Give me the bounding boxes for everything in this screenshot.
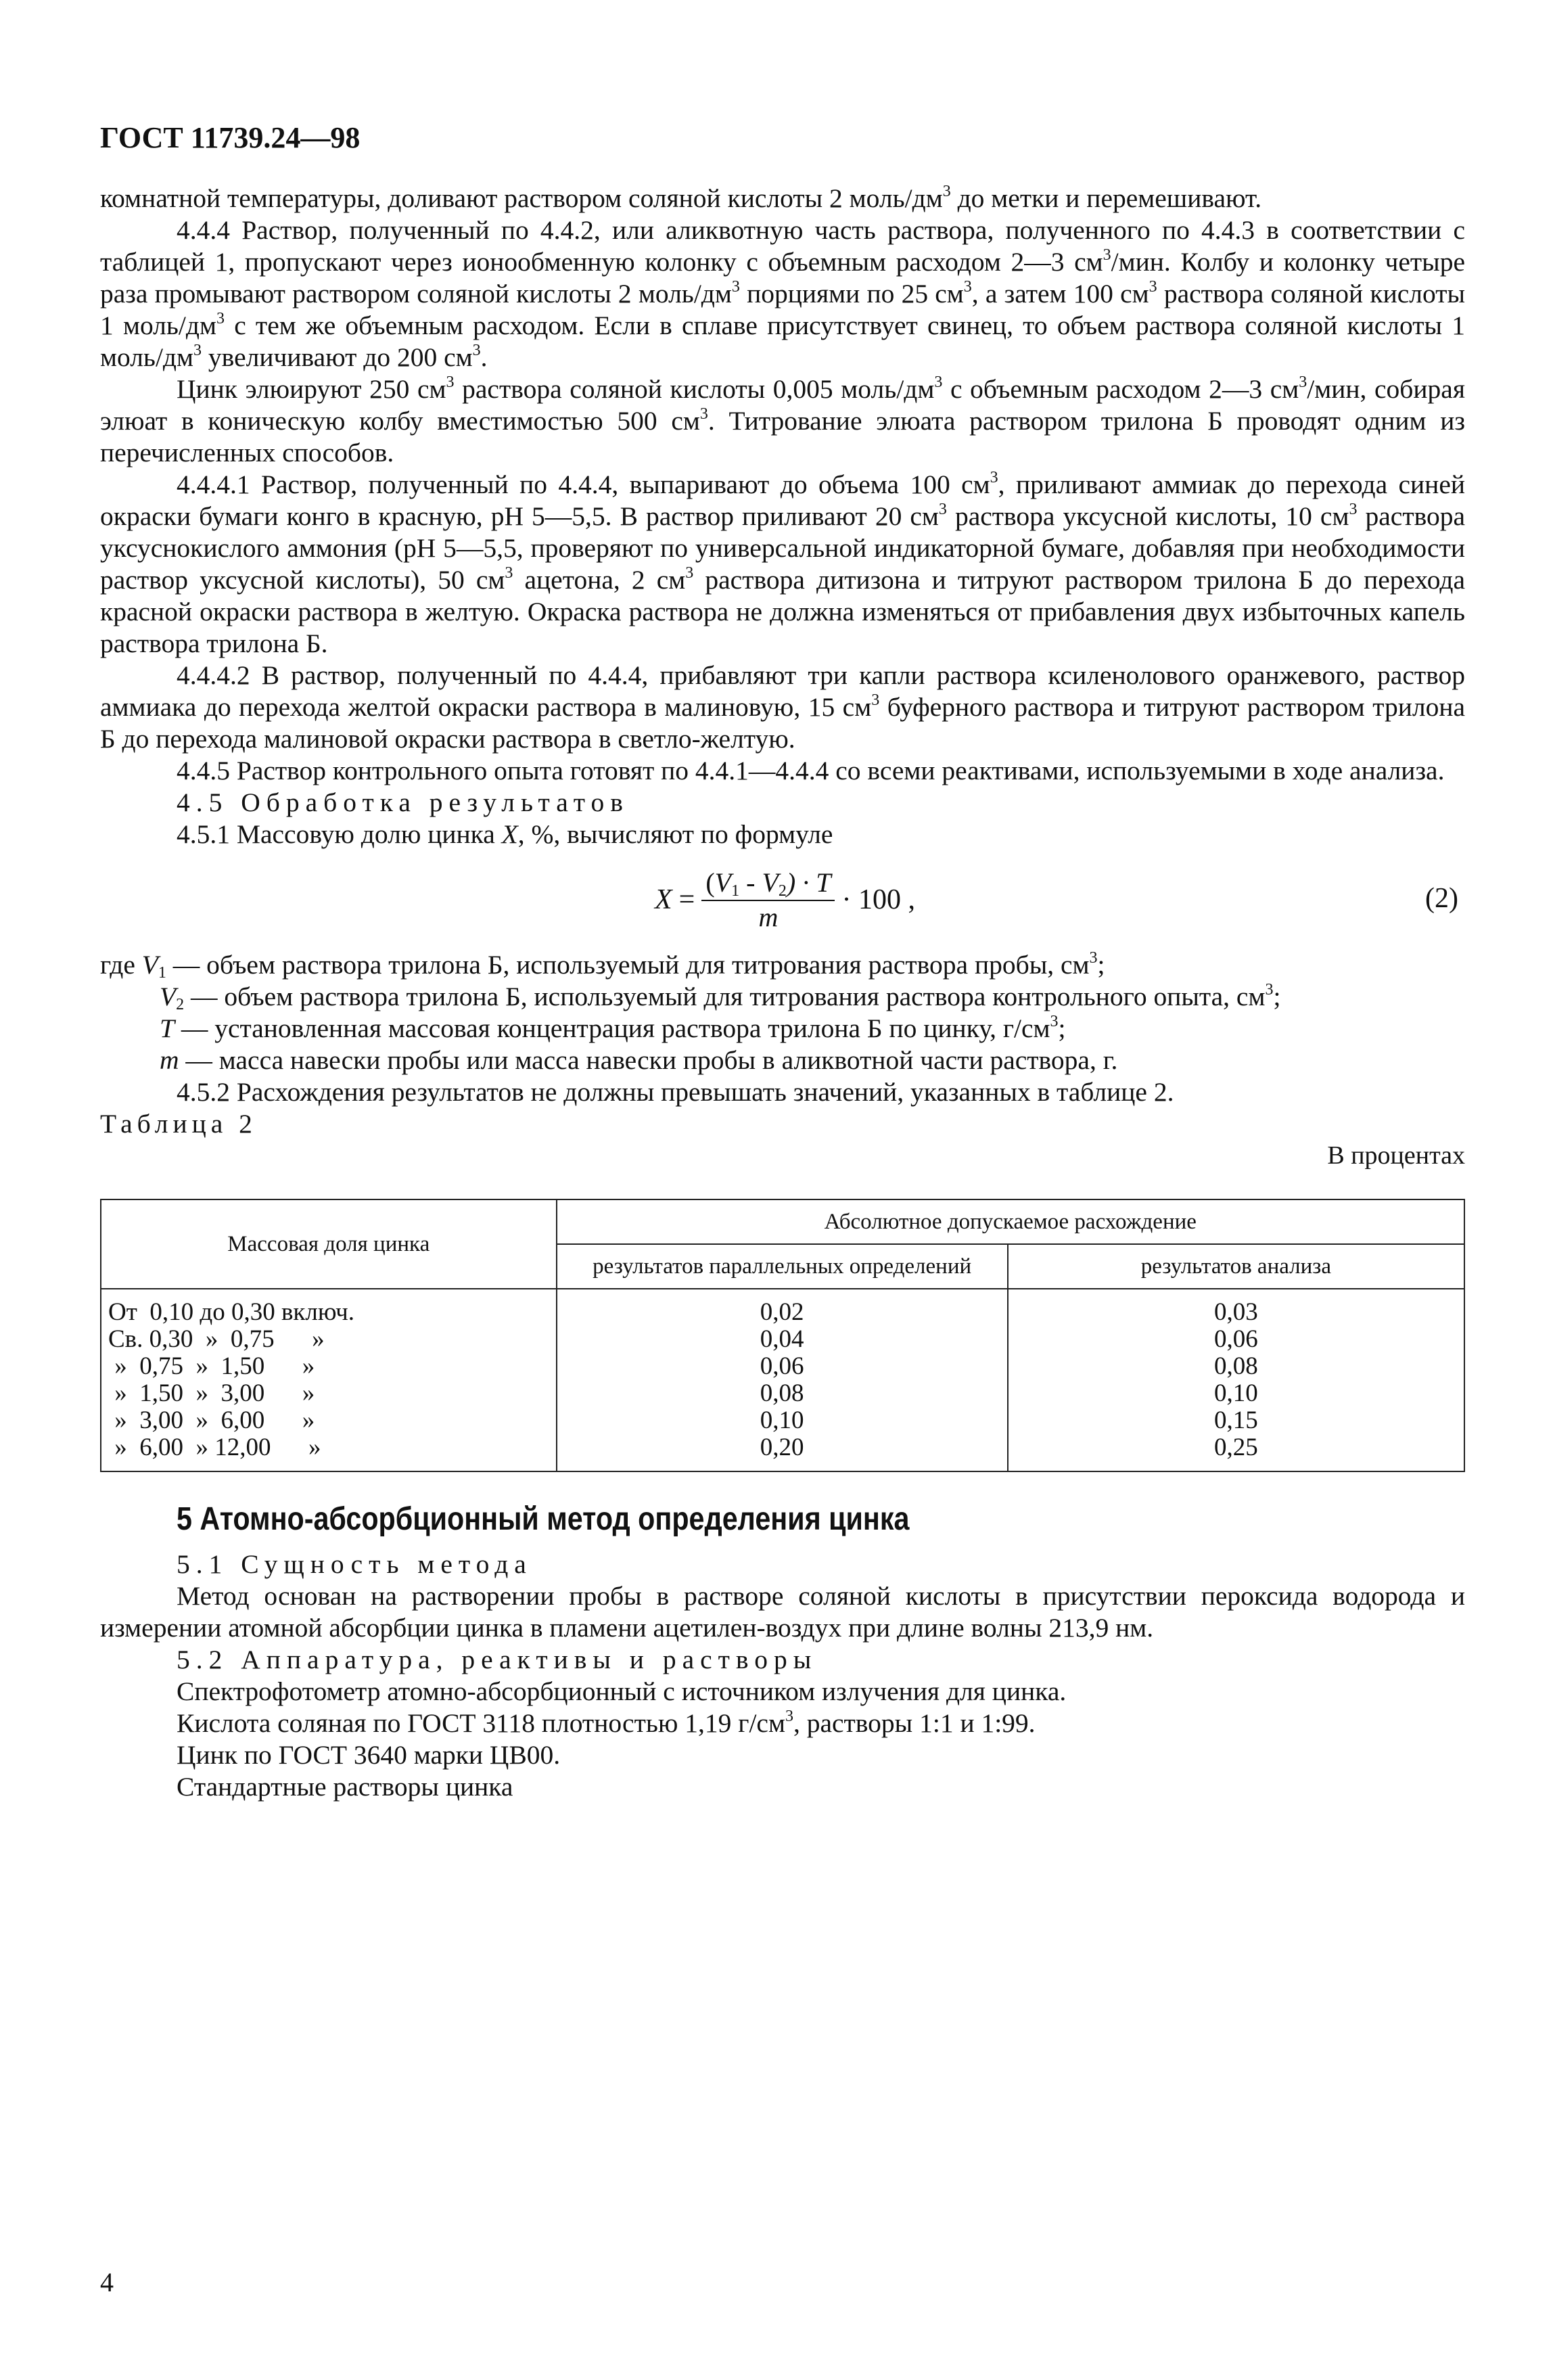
section-heading-5: 5 Атомно-абсорбционный метод определения цинка [177, 1501, 910, 1537]
table-caption: Таблица 2 [100, 1109, 257, 1139]
paragraph-continued: комнатной температуры, доливают раствором соляной кислоты 2 моль/$дм^3$ до метки и перемешивают. [100, 183, 1262, 213]
header-tolerance-group: Абсолютное допускаемое расхождение [557, 1199, 1464, 1244]
table-cell: 0,03 [1214, 1298, 1258, 1326]
table-cell: 0,08 [1214, 1352, 1258, 1380]
table-cell: Св. 0,30 » 0,75 » [108, 1325, 325, 1353]
paragraph-4-4-4: 4.4.4 Раствор, полученный по 4.4.2, или аликвотную часть раствора, полученного по 4.4.3 в соответствии с таблицей 1, пропускают через ионообменную колонку с объемным расходом 2—3 $см^3$/мин. Колбу и колонку четыре раза промывают раствором соляной кислоты 2 моль/$дм^3$ порциями по 25 $см^3$, а затем 100 $см^3$ раствора соляной кислоты 1 моль/$дм^3$ с тем же объемным расходом. Если в сплаве присутствует свинец, то объем раствора соляной кислоты 1 моль/$дм^3$ увеличивают до 200 $см^3$. [100, 215, 1465, 372]
column-range [101, 1289, 557, 1471]
table-body [101, 1289, 1464, 1471]
column-parallel [557, 1289, 1008, 1471]
paragraph-5-1: Метод основан на растворении пробы в растворе соляной кислоты в присутствии пероксида водорода и измерении атомной абсорбции цинка в пламени ацетилен-воздух при длине волны 213,9 нм. [100, 1581, 1465, 1643]
column-analysis [1008, 1289, 1464, 1471]
document-header: ГОСТ 11739.24—98 [100, 121, 361, 154]
tolerance-table [100, 1199, 1465, 1472]
document-body [100, 183, 1465, 1803]
table-cell: » 3,00 » 6,00 » [108, 1406, 315, 1434]
table-cell: 0,10 [1214, 1379, 1258, 1407]
formula-fraction [701, 867, 835, 933]
table-units: В процентах [1327, 1141, 1465, 1170]
formula-number: (2) [1425, 883, 1458, 914]
definition-v2: $V_2$ — объем раствора трилона Б, используемый для титрования раствора контрольного опыта, $см^3$; [160, 981, 1281, 1013]
table-cell: » 6,00 » 12,00 » [108, 1434, 321, 1461]
paragraph-4-4-5: 4.4.5 Раствор контрольного опыта готовят по 4.4.1—4.4.4 со всеми реактивами, используемыми в ходе анализа. [177, 756, 1445, 785]
definition-v1: где $V_1$ — объем раствора трилона Б, используемый для титрования раствора пробы, $см^3$; [100, 949, 1105, 982]
table-cell: 0,25 [1214, 1434, 1258, 1461]
paragraph-4-5-2: 4.5.2 Расхождения результатов не должны превышать значений, указанных в таблице 2. [177, 1077, 1174, 1107]
formula-numerator: $(V_1 - V_2) \cdot T$ [701, 867, 835, 901]
table-cell: 0,02 [760, 1298, 804, 1326]
table-cell: От 0,10 до 0,30 включ. [108, 1298, 354, 1326]
list-item-spectrophotometer: Спектрофотометр атомно-абсорбционный с источником излучения для цинка. [177, 1676, 1067, 1706]
header-analysis: результатов анализа [1008, 1244, 1464, 1289]
paragraph-4-5-1: 4.5.1 Массовую долю цинка X, %, вычисляют по формуле [177, 819, 833, 849]
table-cell: 0,04 [760, 1325, 804, 1353]
table-cell: 0,08 [760, 1379, 804, 1407]
table-cell: 0,15 [1214, 1406, 1258, 1434]
header-parallel: результатов параллельных определений [557, 1244, 1008, 1289]
table-cell: » 0,75 » 1,50 » [108, 1352, 315, 1380]
formula-denominator: m [758, 902, 779, 932]
paragraph-elution: Цинк элюируют 250 $см^3$ раствора соляной кислоты 0,005 моль/$дм^3$ с объемным расходом 2—3 $см^3$/мин, собирая элюат в коническую колбу вместимостью 500 $см^3$. Титрование элюата раствором трилона Б проводят одним из перечисленных способов. [100, 373, 1465, 467]
subsection-heading-5-2: 5.2 Аппаратура, реактивы и растворы [177, 1645, 818, 1674]
table-cell: 0,06 [760, 1352, 804, 1380]
definition-t: T — установленная массовая концентрация раствора трилона Б по цинку, $г/см^3$; [160, 1013, 1066, 1043]
subsection-heading-5-1: 5.1 Сущность метода [177, 1549, 532, 1579]
page-number: 4 [100, 2267, 114, 2297]
table-cell: » 1,50 » 3,00 » [108, 1379, 315, 1407]
definition-m: m — масса навески пробы или масса навески пробы в аликвотной части раствора, г. [160, 1045, 1118, 1075]
formula: X = $\frac{(V_1 - V_2) \cdot T}{m}$ · 100 , [655, 867, 915, 932]
paragraph-4-4-4-2: 4.4.4.2 В раствор, полученный по 4.4.4, прибавляют три капли раствора ксиленолового оранжевого, раствор аммиака до перехода желтой окраски раствора в малиновую, 15 $см^3$ буферного раствора и титруют раствором трилона Б до перехода малиновой окраски раствора в светло-желтую. [100, 660, 1465, 754]
table-header-row-1 [101, 1199, 1464, 1244]
list-item-zinc: Цинк по ГОСТ 3640 марки ЦВ00. [177, 1740, 561, 1770]
table-cell: 0,10 [760, 1406, 804, 1434]
table-cell: 0,20 [760, 1434, 804, 1461]
list-item-standard-solutions: Стандартные растворы цинка [177, 1772, 513, 1802]
paragraph-4-4-4-1: 4.4.4.1 Раствор, полученный по 4.4.4, выпаривают до объема 100 $см^3$, приливают аммиак до перехода синей окраски бумаги конго в красную, рН 5—5,5. В раствор приливают 20 $см^3$ раствора уксусной кислоты, 10 $см^3$ раствора уксуснокислого аммония (рН 5—5,5, проверяют по универсальной индикаторной бумаге, добавляя при необходимости раствор уксусной кислоты), 50 $см^3$ ацетона, 2 $см^3$ раствора дитизона и титруют раствором трилона Б до перехода красной окраски раствора в желтую. Окраска раствора не должна изменяться от прибавления двух избыточных капель раствора трилона Б. [100, 469, 1465, 658]
table-cell: 0,06 [1214, 1325, 1258, 1353]
formula-definitions [100, 949, 1465, 1076]
formula-block [100, 857, 1465, 945]
header-zinc-fraction: Массовая доля цинка [101, 1199, 557, 1289]
subsection-heading-4-5: 4.5 Обработка результатов [177, 787, 629, 817]
list-item-hydrochloric-acid: Кислота соляная по ГОСТ 3118 плотностью 1,19 $г/см^3$, растворы 1:1 и 1:99. [177, 1708, 1036, 1738]
